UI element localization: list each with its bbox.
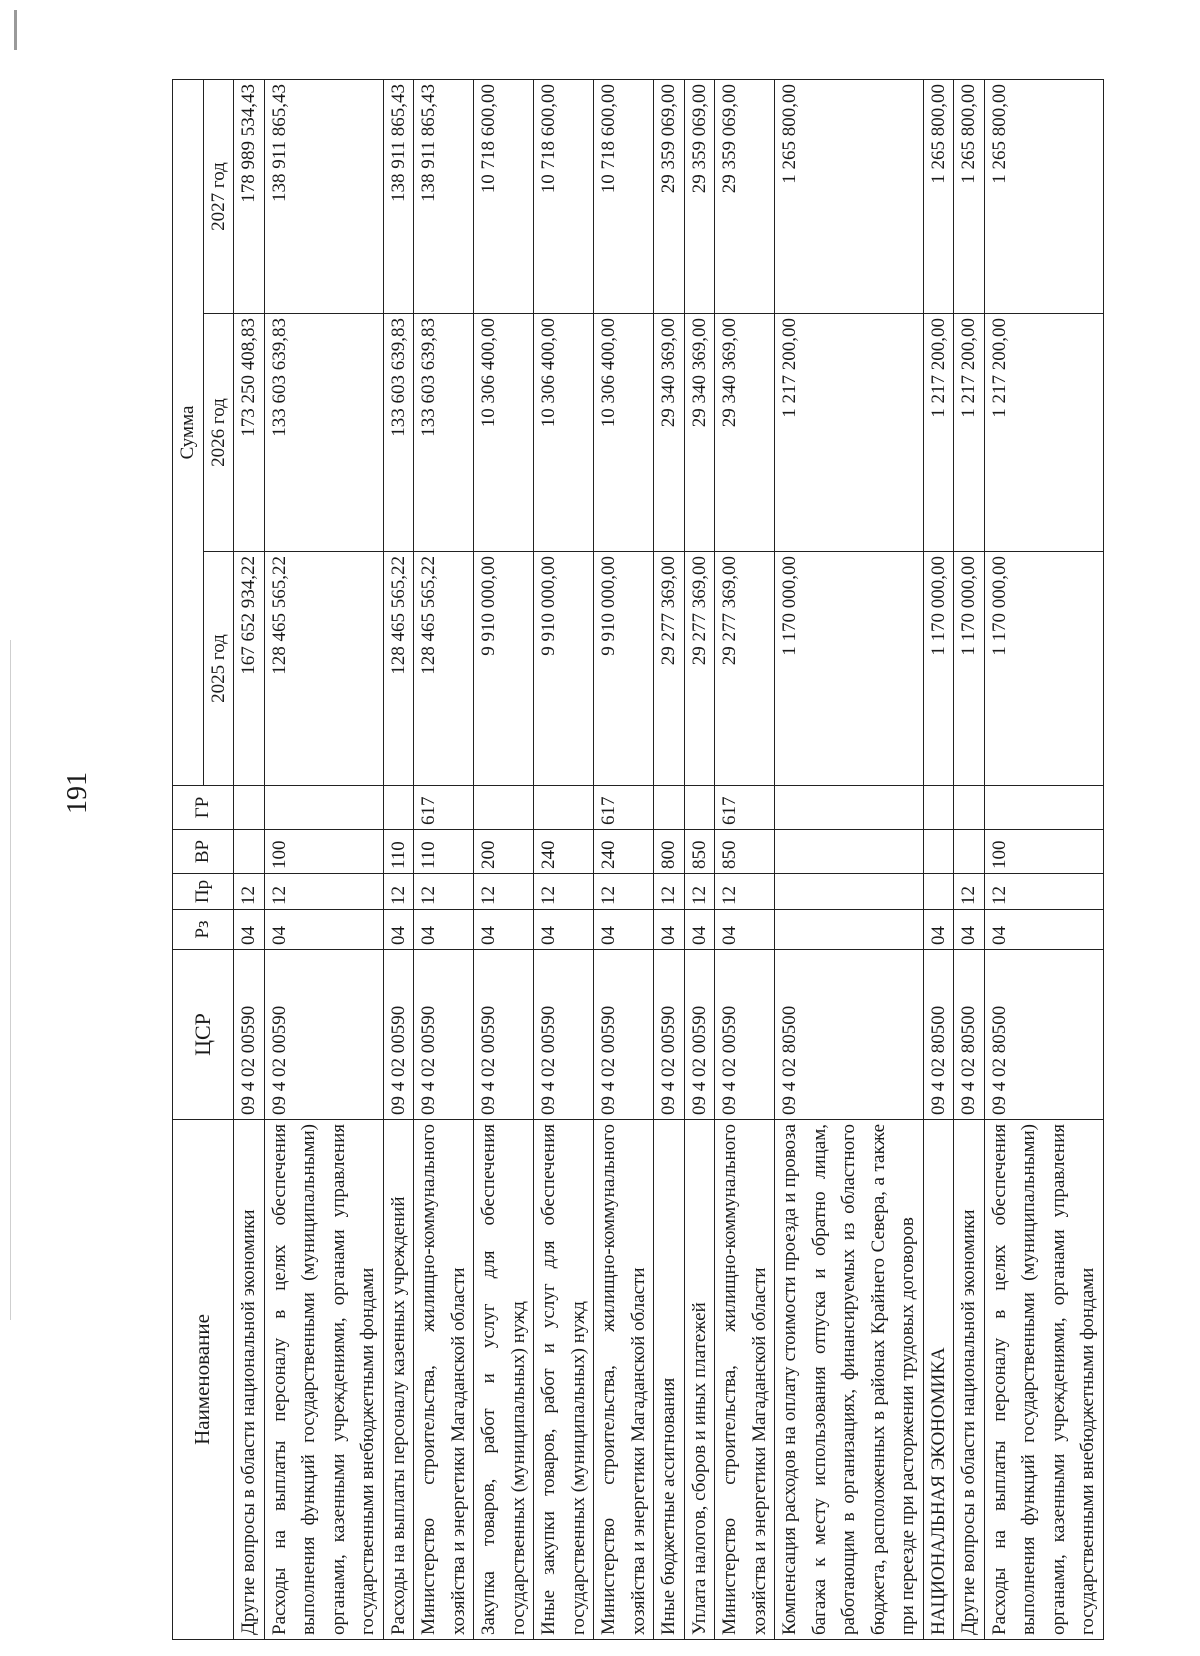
row-vr: 100 [264,830,383,874]
row-sum-2026: 29 340 369,00 [654,314,685,552]
row-csr: 09 4 02 00590 [594,950,654,1120]
budget-table-sheet [172,80,1172,1640]
table-row [534,80,594,1640]
row-name: Министерство строительства, жилищно-коммунального хозяйства и энергетики Магаданской области [715,1120,775,1640]
table-row [474,80,534,1640]
row-sum-2027: 1 265 800,00 [954,80,985,314]
row-gr [954,786,985,830]
row-vr: 110 [383,830,414,874]
header-name: Наименование [173,1120,234,1640]
table-row [775,80,924,1640]
row-csr: 09 4 02 00590 [715,950,775,1120]
row-vr: 240 [534,830,594,874]
row-sum-2026: 29 340 369,00 [715,314,775,552]
row-sum-2026: 10 306 400,00 [594,314,654,552]
row-csr: 09 4 02 00590 [654,950,685,1120]
row-sum-2027: 10 718 600,00 [474,80,534,314]
row-rz: 04 [715,910,775,950]
scan-margin-line [10,640,11,1320]
row-name: Министерство строительства, жилищно-коммунального хозяйства и энергетики Магаданской области [414,1120,474,1640]
row-name: Другие вопросы в области национальной экономики [954,1120,985,1640]
row-rz: 04 [954,910,985,950]
row-pr: 12 [984,874,1103,910]
row-vr: 850 [715,830,775,874]
row-pr: 12 [594,874,654,910]
row-rz [775,910,924,950]
row-gr [923,786,954,830]
row-csr: 09 4 02 00590 [474,950,534,1120]
header-2027: 2027 год [203,80,234,314]
row-rz: 04 [654,910,685,950]
header-gr: ГР [173,786,234,830]
row-vr: 200 [474,830,534,874]
row-vr: 240 [594,830,654,874]
row-gr [984,786,1103,830]
row-sum-2026: 133 603 639,83 [383,314,414,552]
row-sum-2026: 10 306 400,00 [534,314,594,552]
row-pr: 12 [383,874,414,910]
row-pr: 12 [954,874,985,910]
row-vr: 800 [654,830,685,874]
row-pr: 12 [684,874,715,910]
table-row [234,80,265,1640]
row-pr [775,874,924,910]
row-sum-2027: 1 265 800,00 [984,80,1103,314]
row-gr: 617 [715,786,775,830]
row-gr [264,786,383,830]
row-rz: 04 [234,910,265,950]
row-csr: 09 4 02 80500 [984,950,1103,1120]
row-pr [923,874,954,910]
header-sum: Сумма [173,80,204,786]
row-name: Иные закупки товаров, работ и услуг для обеспечения государственных (муниципальных) нужд [534,1120,594,1640]
row-csr: 09 4 02 00590 [264,950,383,1120]
row-pr: 12 [264,874,383,910]
row-csr: 09 4 02 00590 [234,950,265,1120]
row-rz: 04 [684,910,715,950]
header-vr: ВР [173,830,234,874]
row-pr: 12 [715,874,775,910]
row-sum-2025: 9 910 000,00 [534,552,594,786]
row-vr [234,830,265,874]
row-sum-2025: 29 277 369,00 [684,552,715,786]
row-pr: 12 [654,874,685,910]
row-sum-2025: 29 277 369,00 [654,552,685,786]
row-gr: 617 [594,786,654,830]
row-name: Расходы на выплаты персоналу в целях обеспечения выполнения функций государственными (муниципальными) органами, казенными учреждениями, органами управления государственными внебюджетными фондами [984,1120,1103,1640]
table-row [954,80,985,1640]
row-sum-2027: 29 359 069,00 [715,80,775,314]
row-name: Компенсация расходов на оплату стоимости проезда и провоза багажа к месту использования отпуска и обратно лицам, работающим в организациях, финансируемых из областного бюджета, расположенных в районах Крайнего Севера, а также при переезде при расторжении трудовых договоров [775,1120,924,1640]
row-sum-2027: 10 718 600,00 [594,80,654,314]
header-2025: 2025 год [203,552,234,786]
row-sum-2027: 29 359 069,00 [684,80,715,314]
row-sum-2027: 178 989 534,43 [234,80,265,314]
header-rz: Рз [173,910,234,950]
row-sum-2027: 29 359 069,00 [654,80,685,314]
row-sum-2026: 1 217 200,00 [775,314,924,552]
row-sum-2027: 1 265 800,00 [775,80,924,314]
row-sum-2025: 29 277 369,00 [715,552,775,786]
row-rz: 04 [984,910,1103,950]
header-row [173,80,204,1640]
table-row [264,80,383,1640]
row-vr: 850 [684,830,715,874]
row-sum-2027: 138 911 865,43 [383,80,414,314]
row-sum-2026: 29 340 369,00 [684,314,715,552]
row-sum-2025: 128 465 565,22 [264,552,383,786]
table-row [715,80,775,1640]
table-row [654,80,685,1640]
row-sum-2026: 133 603 639,83 [414,314,474,552]
scan-margin-mark [14,10,17,50]
row-sum-2025: 128 465 565,22 [414,552,474,786]
row-sum-2025: 1 170 000,00 [775,552,924,786]
header-2026: 2026 год [203,314,234,552]
row-sum-2026: 1 217 200,00 [923,314,954,552]
budget-table [172,79,1104,1640]
row-sum-2025: 167 652 934,22 [234,552,265,786]
table-row [414,80,474,1640]
row-vr [923,830,954,874]
row-csr: 09 4 02 00590 [684,950,715,1120]
row-name: Расходы на выплаты персоналу в целях обеспечения выполнения функций государственными (муниципальными) органами, казенными учреждениями, органами управления государственными внебюджетными фондами [264,1120,383,1640]
header-csr: ЦСР [173,950,234,1120]
row-sum-2025: 1 170 000,00 [954,552,985,786]
row-csr: 09 4 02 00590 [414,950,474,1120]
row-pr: 12 [234,874,265,910]
row-vr: 100 [984,830,1103,874]
row-sum-2025: 9 910 000,00 [474,552,534,786]
row-sum-2026: 133 603 639,83 [264,314,383,552]
row-gr [684,786,715,830]
row-name: Закупка товаров, работ и услуг для обеспечения государственных (муниципальных) нужд [474,1120,534,1640]
row-sum-2025: 128 465 565,22 [383,552,414,786]
row-pr: 12 [534,874,594,910]
table-row [984,80,1103,1640]
row-gr [383,786,414,830]
header-pr: Пр [173,874,234,910]
row-sum-2027: 138 911 865,43 [414,80,474,314]
row-sum-2026: 10 306 400,00 [474,314,534,552]
row-csr: 09 4 02 00590 [534,950,594,1120]
row-csr: 09 4 02 80500 [775,950,924,1120]
row-sum-2026: 1 217 200,00 [984,314,1103,552]
table-row [594,80,654,1640]
row-gr [534,786,594,830]
row-name: Уплата налогов, сборов и иных платежей [684,1120,715,1640]
row-name: НАЦИОНАЛЬНАЯ ЭКОНОМИКА [923,1120,954,1640]
row-name: Другие вопросы в области национальной экономики [234,1120,265,1640]
row-csr: 09 4 02 80500 [954,950,985,1120]
page-number: 191 [62,772,93,814]
row-sum-2025: 9 910 000,00 [594,552,654,786]
row-gr [234,786,265,830]
row-rz: 04 [414,910,474,950]
row-rz: 04 [534,910,594,950]
row-sum-2027: 138 911 865,43 [264,80,383,314]
row-sum-2027: 10 718 600,00 [534,80,594,314]
row-gr [775,786,924,830]
row-sum-2026: 1 217 200,00 [954,314,985,552]
row-vr: 110 [414,830,474,874]
row-vr [775,830,924,874]
row-gr: 617 [414,786,474,830]
row-pr: 12 [474,874,534,910]
row-vr [954,830,985,874]
row-rz: 04 [474,910,534,950]
row-csr: 09 4 02 80500 [923,950,954,1120]
row-rz: 04 [594,910,654,950]
row-sum-2026: 173 250 408,83 [234,314,265,552]
table-row [684,80,715,1640]
row-rz: 04 [923,910,954,950]
row-name: Министерство строительства, жилищно-коммунального хозяйства и энергетики Магаданской области [594,1120,654,1640]
row-name: Расходы на выплаты персоналу казенных учреждений [383,1120,414,1640]
row-sum-2025: 1 170 000,00 [923,552,954,786]
row-gr [474,786,534,830]
row-gr [654,786,685,830]
row-name: Иные бюджетные ассигнования [654,1120,685,1640]
row-rz: 04 [383,910,414,950]
table-row [383,80,414,1640]
table-row [923,80,954,1640]
row-csr: 09 4 02 00590 [383,950,414,1120]
row-sum-2025: 1 170 000,00 [984,552,1103,786]
row-rz: 04 [264,910,383,950]
row-pr: 12 [414,874,474,910]
row-sum-2027: 1 265 800,00 [923,80,954,314]
